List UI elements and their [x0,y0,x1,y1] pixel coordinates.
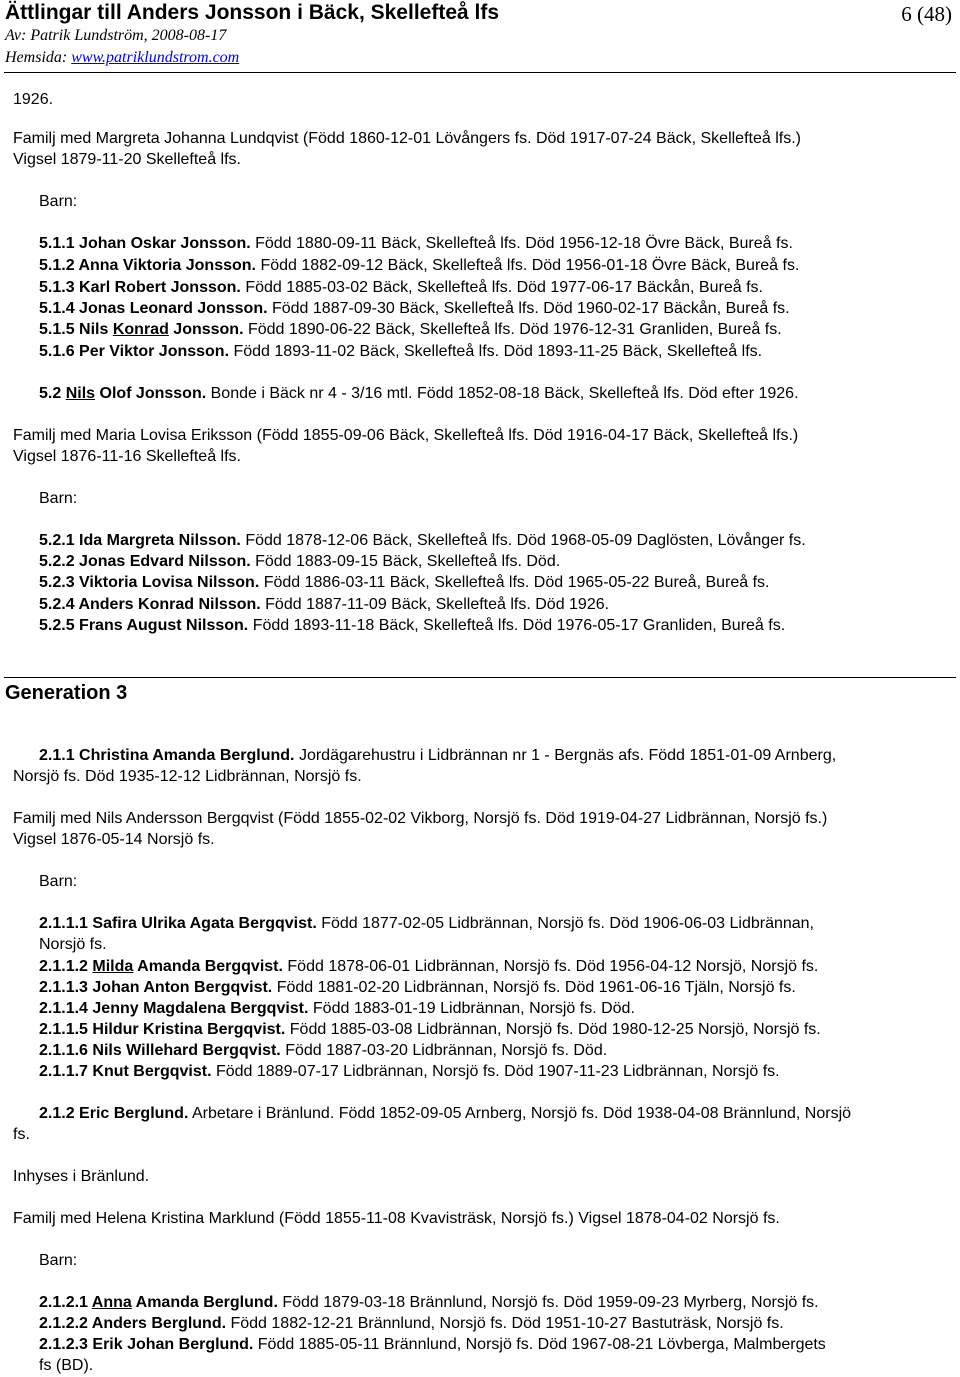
child-details: Född 1879-03-18 Brännlund, Norsjö fs. Död 1959-09-23 Myrberg, Norsjö fs. [282,1294,819,1311]
person-details-cont: Norsjö fs. Död 1935-12-12 Lidbrännan, Norsjö fs. [13,768,362,785]
author-line: Av: Patrik Lundström, 2008-08-17 [5,27,227,44]
child-name-pre: Nils [79,321,113,338]
child-id: 2.1.2.3 [39,1336,88,1353]
children-label: Barn: [39,1252,78,1269]
person-details-cont: fs. [13,1126,30,1143]
child-entry [39,319,782,340]
child-id: 5.1.6 [39,343,75,360]
child-name: Jenny Magdalena Bergqvist. [92,1000,309,1017]
child-entry [39,341,762,362]
children-label: Barn: [39,873,78,890]
child-entry [39,572,770,593]
document-title: Ättlingar till Anders Jonsson i Bäck, Skellefteå lfs [5,1,500,24]
child-id: 5.2.4 [39,596,75,613]
child-entry [39,1292,819,1313]
person-entry [39,745,836,766]
marriage-line: Vigsel 1879-11-20 Skellefteå lfs. [13,151,241,168]
child-details: Född 1878-06-01 Lidbrännan, Norsjö fs. Död 1956-04-12 Norsjö, Norsjö fs. [287,958,819,975]
year-continuation: 1926. [13,91,54,108]
person-entry [39,1103,851,1124]
children-label: Barn: [39,490,78,507]
child-name: Viktoria Lovisa Nilsson. [79,574,260,591]
child-name: Knut Bergqvist. [92,1063,212,1080]
child-entry [39,594,609,615]
child-name: Safira Ulrika Agata Bergqvist. [92,915,317,932]
child-details: Född 1887-03-20 Lidbrännan, Norsjö fs. Död. [285,1042,608,1059]
child-name: Anna Viktoria Jonsson. [78,257,256,274]
person-details: Arbetare i Bränlund. Född 1852-09-05 Arnberg, Norsjö fs. Död 1938-04-08 Brännlund, Norsjö [191,1105,852,1122]
child-entry [39,1040,607,1061]
family-line: Familj med Nils Andersson Bergqvist (Född 1855-02-02 Vikborg, Norsjö fs. Död 1919-04-27 Lidbrännan, Norsjö fs.) [13,810,828,827]
child-name-post: Amanda Bergqvist. [133,958,283,975]
child-details: Född 1886-03-11 Bäck, Skellefteå lfs. Död 1965-05-22 Bureå, Bureå fs. [263,574,770,591]
child-name: Jonas Leonard Jonsson. [79,300,268,317]
child-id: 5.2.1 [39,532,75,549]
child-id: 5.1.4 [39,300,75,317]
marriage-line: Vigsel 1876-11-16 Skellefteå lfs. [13,448,241,465]
child-details: Född 1885-03-08 Lidbrännan, Norsjö fs. Död 1980-12-25 Norsjö, Norsjö fs. [289,1021,821,1038]
person-name: Christina Amanda Berglund. [79,747,295,764]
child-entry [39,277,763,298]
person-details: Bonde i Bäck nr 4 - 3/16 mtl. Född 1852-08-18 Bäck, Skellefteå lfs. Död efter 1926. [210,385,799,402]
child-name-post: Amanda Berglund. [131,1294,278,1311]
child-details: Född 1893-11-18 Bäck, Skellefteå lfs. Död 1976-05-17 Granliden, Bureå fs. [252,617,786,634]
child-id: 2.1.1.3 [39,979,88,996]
child-details-cont: fs (BD). [39,1357,94,1374]
child-name: Anders Berglund. [91,1315,227,1332]
note-line: Inhyses i Bränlund. [13,1168,150,1185]
child-id: 5.2.5 [39,617,75,634]
child-name: Frans August Nilsson. [79,617,249,634]
person-entry [39,383,799,404]
homepage-line [5,48,239,68]
person-name-underlined: Nils [65,385,96,402]
child-details: Född 1885-05-11 Brännlund, Norsjö fs. Död 1967-08-21 Lövberga, Malmbergets [257,1336,826,1353]
person-details: Jordägarehustru i Lidbrännan nr 1 - Bergnäs afs. Född 1851-01-09 Arnberg, [298,747,837,764]
child-details: Född 1882-12-21 Brännlund, Norsjö fs. Död 1951-10-27 Bastuträsk, Norsjö fs. [230,1315,784,1332]
child-id: 2.1.1.2 [39,958,88,975]
child-entry [39,1334,826,1355]
child-details: Född 1893-11-02 Bäck, Skellefteå lfs. Död 1893-11-25 Bäck, Skellefteå lfs. [233,343,763,360]
child-name: Per Viktor Jonsson. [79,343,230,360]
marriage-line: Vigsel 1876-05-14 Norsjö fs. [13,831,215,848]
child-id: 5.1.3 [39,279,75,296]
person-name-post: Olof Jonsson. [95,385,207,402]
child-entry [39,255,799,276]
generation-divider [4,677,956,678]
child-details: Född 1887-09-30 Bäck, Skellefteå lfs. Död 1960-02-17 Bäckån, Bureå fs. [271,300,790,317]
child-name-underlined: Anna [91,1294,132,1311]
child-details-cont: Norsjö fs. [39,936,107,953]
child-id: 2.1.1.6 [39,1042,88,1059]
child-name-underlined: Milda [92,958,134,975]
person-id: 2.1.2 [39,1105,75,1122]
child-details: Född 1881-02-20 Lidbrännan, Norsjö fs. Död 1961-06-16 Tjäln, Norsjö fs. [276,979,796,996]
child-name-underlined: Konrad [112,321,169,338]
generation-heading: Generation 3 [5,682,128,704]
child-id: 2.1.1.5 [39,1021,88,1038]
child-id: 2.1.2.1 [39,1294,88,1311]
child-details: Född 1882-09-12 Bäck, Skellefteå lfs. Död 1956-01-18 Övre Bäck, Bureå fs. [260,257,800,274]
child-id: 2.1.1.1 [39,915,88,932]
family-line: Familj med Maria Lovisa Eriksson (Född 1855-09-06 Bäck, Skellefteå lfs. Död 1916-04-17 Bäck, Skellefteå lfs.) [13,427,799,444]
child-id: 5.2.2 [39,553,75,570]
child-name: Johan Oskar Jonsson. [79,235,251,252]
child-name: Hildur Kristina Bergqvist. [92,1021,286,1038]
child-entry [39,530,806,551]
child-name: Karl Robert Jonsson. [79,279,241,296]
child-entry [39,1061,780,1082]
child-name: Johan Anton Bergqvist. [92,979,273,996]
header-divider [4,72,956,73]
child-id: 2.1.1.4 [39,1000,88,1017]
child-entry [39,615,785,636]
child-details: Född 1883-01-19 Lidbrännan, Norsjö fs. Död. [312,1000,635,1017]
child-name: Jonas Edvard Nilsson. [79,553,251,570]
child-details: Född 1877-02-05 Lidbrännan, Norsjö fs. Död 1906-06-03 Lidbrännan, [321,915,814,932]
child-entry [39,956,818,977]
child-entry [39,1019,821,1040]
child-details: Född 1878-12-06 Bäck, Skellefteå lfs. Död 1968-05-09 Daglösten, Lövånger fs. [245,532,806,549]
child-name-post: Jonsson. [168,321,244,338]
person-id: 5.2 [39,385,62,402]
child-id: 5.2.3 [39,574,75,591]
child-name: Ida Margreta Nilsson. [79,532,241,549]
child-details: Född 1880-09-11 Bäck, Skellefteå lfs. Död 1956-12-18 Övre Bäck, Bureå fs. [255,235,793,252]
child-id: 2.1.2.2 [39,1315,88,1332]
homepage-link[interactable]: www.patriklundstrom.com [71,49,240,66]
family-line: Familj med Margreta Johanna Lundqvist (Född 1860-12-01 Lövångers fs. Död 1917-07-24 Bäck, Skellefteå lfs.) [13,130,801,147]
person-id: 2.1.1 [39,747,75,764]
page-number: 6 (48) [901,2,952,26]
child-details: Född 1889-07-17 Lidbrännan, Norsjö fs. Död 1907-11-23 Lidbrännan, Norsjö fs. [215,1063,780,1080]
child-entry [39,977,796,998]
child-name: Anders Konrad Nilsson. [78,596,261,613]
child-name: Erik Johan Berglund. [92,1336,254,1353]
child-id: 2.1.1.7 [39,1063,88,1080]
person-name: Eric Berglund. [79,1105,189,1122]
child-id: 5.1.1 [39,235,75,252]
child-details: Född 1887-11-09 Bäck, Skellefteå lfs. Död 1926. [265,596,610,613]
child-id: 5.1.5 [39,321,75,338]
child-details: Född 1890-06-22 Bäck, Skellefteå lfs. Död 1976-12-31 Granliden, Bureå fs. [247,321,782,338]
homepage-label: Hemsida: [5,49,72,66]
child-details: Född 1883-09-15 Bäck, Skellefteå lfs. Död. [255,553,561,570]
child-details: Född 1885-03-02 Bäck, Skellefteå lfs. Död 1977-06-17 Bäckån, Bureå fs. [245,279,763,296]
child-entry [39,913,814,934]
child-entry [39,998,635,1019]
child-entry [39,298,790,319]
child-entry [39,233,793,254]
family-line: Familj med Helena Kristina Marklund (Född 1855-11-08 Kvavisträsk, Norsjö fs.) Vigsel 1878-04-02 Norsjö fs. [13,1210,780,1227]
children-label: Barn: [39,193,78,210]
child-entry [39,1313,784,1334]
child-name: Nils Willehard Bergqvist. [92,1042,281,1059]
child-id: 5.1.2 [39,257,75,274]
child-entry [39,551,560,572]
